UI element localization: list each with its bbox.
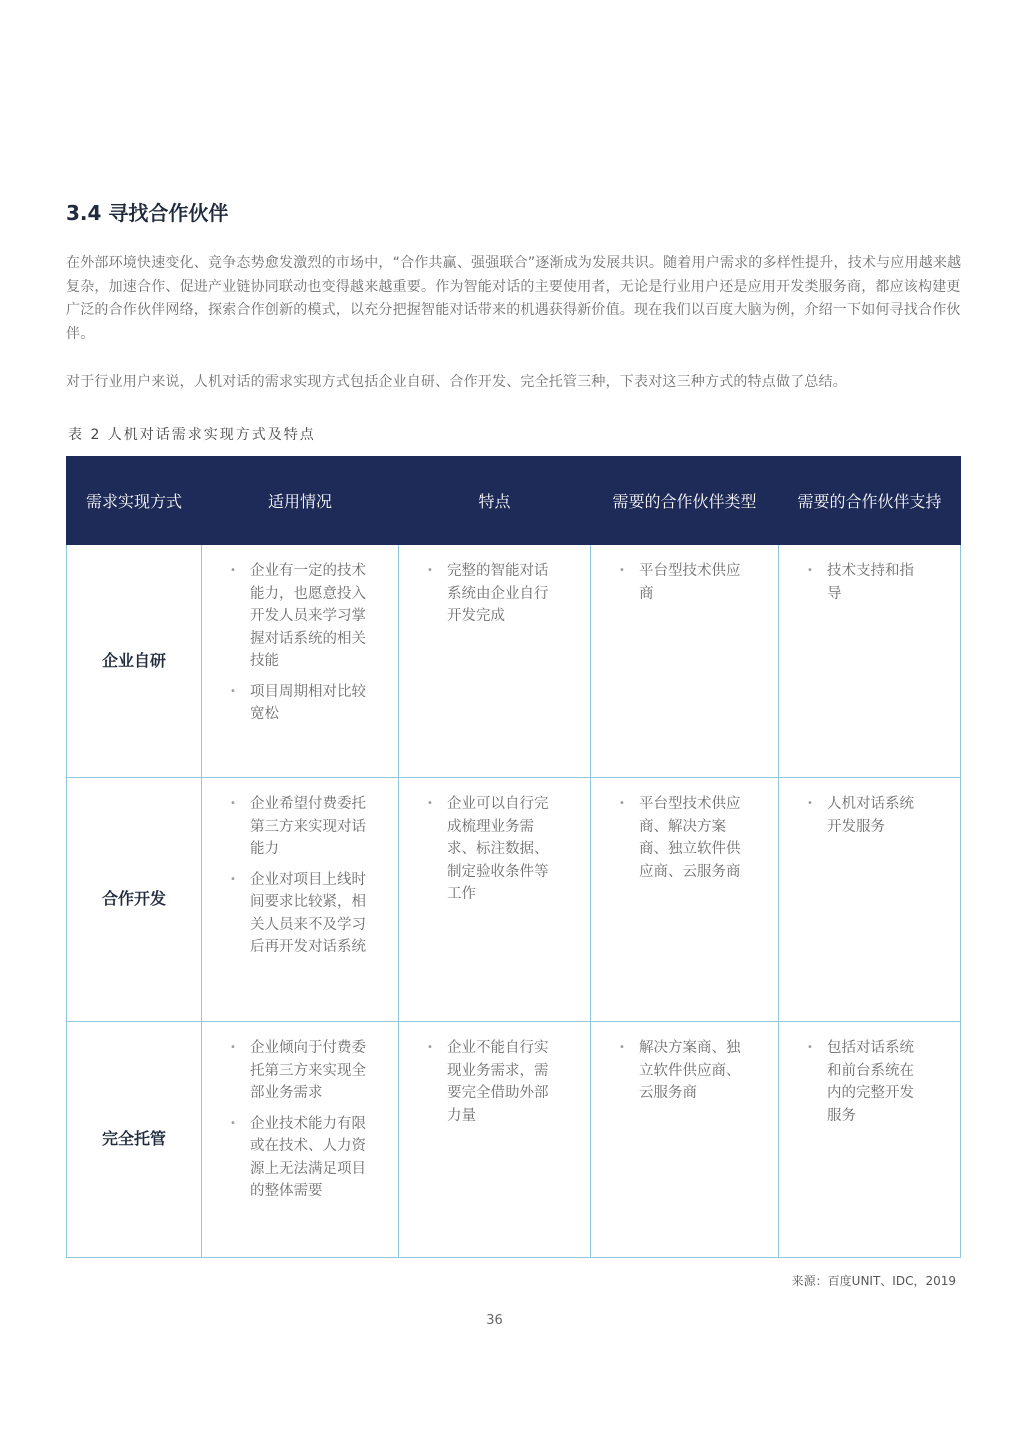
table-row — [67, 778, 961, 1022]
header-partner-support: 需要的合作伙伴支持 — [779, 457, 961, 545]
partner-support-cell — [779, 778, 961, 1022]
list-item: • 企业不能自行实现业务需求，需要完全借助外部力量 — [407, 1037, 582, 1127]
table-row — [67, 545, 961, 778]
applicability-cell — [202, 778, 399, 1022]
row-label: 合作开发 — [67, 778, 202, 1022]
section-title: 3.4 寻找合作伙伴 — [66, 201, 229, 225]
page-number: 36 — [486, 1313, 503, 1328]
partner-type-cell — [591, 545, 779, 778]
list-item: • 企业倾向于付费委托第三方来实现全部业务需求 — [210, 1037, 390, 1105]
comparison-table — [66, 456, 960, 1258]
list-item: • 人机对话系统开发服务 — [787, 793, 952, 838]
header-method: 需求实现方式 — [67, 457, 202, 545]
applicability-cell — [202, 1022, 399, 1258]
header-features: 特点 — [399, 457, 591, 545]
table-header-row — [67, 457, 961, 545]
table-intro-paragraph: 对于行业用户来说，人机对话的需求实现方式包括企业自研、合作开发、完全托管三种，下表对这三种方式的特点做了总结。 — [66, 374, 847, 390]
partner-type-cell — [591, 1022, 779, 1258]
table-row — [67, 1022, 961, 1258]
row-label: 企业自研 — [67, 545, 202, 778]
table-caption: 表 2 人机对话需求实现方式及特点 — [68, 427, 316, 443]
features-cell — [399, 778, 591, 1022]
list-item: • 项目周期相对比较宽松 — [210, 681, 390, 726]
header-partner-type: 需要的合作伙伴类型 — [591, 457, 779, 545]
features-cell — [399, 1022, 591, 1258]
source-note: 来源：百度UNIT、IDC，2019 — [791, 1274, 956, 1288]
list-item: • 平台型技术供应商 — [599, 560, 770, 605]
header-applicability: 适用情况 — [202, 457, 399, 545]
list-item: • 企业技术能力有限或在技术、人力资源上无法满足项目的整体需要 — [210, 1113, 390, 1203]
list-item: • 平台型技术供应商、解决方案商、独立软件供应商、云服务商 — [599, 793, 770, 883]
partner-type-cell — [591, 778, 779, 1022]
row-label: 完全托管 — [67, 1022, 202, 1258]
list-item: • 企业可以自行完成梳理业务需求、标注数据、制定验收条件等工作 — [407, 793, 582, 906]
features-cell — [399, 545, 591, 778]
partner-support-cell — [779, 545, 961, 778]
intro-paragraph: 在外部环境快速变化、竞争态势愈发激烈的市场中，“合作共赢、强强联合”逐渐成为发展共识。随着用户需求的多样性提升，技术与应用越来越复杂，加速合作、促进产业链协同联动也变得越来越重要。作为智能对话的主要使用者，无论是行业用户还是应用开发类服务商，都应该构建更广泛的合作伙伴网络，探索合作创新的模式，以充分把握智能对话带来的机遇获得新价值。现在我们以百度大脑为例，介绍一下如何寻找合作伙伴。 — [66, 255, 962, 342]
list-item: • 包括对话系统和前台系统在内的完整开发服务 — [787, 1037, 952, 1127]
list-item: • 企业对项目上线时间要求比较紧，相关人员来不及学习后再开发对话系统 — [210, 869, 390, 959]
list-item: • 解决方案商、独立软件供应商、云服务商 — [599, 1037, 770, 1105]
applicability-cell — [202, 545, 399, 778]
list-item: • 企业希望付费委托第三方来实现对话能力 — [210, 793, 390, 861]
list-item: • 企业有一定的技术能力，也愿意投入开发人员来学习掌握对话系统的相关技能 — [210, 560, 390, 673]
list-item: • 完整的智能对话系统由企业自行开发完成 — [407, 560, 582, 628]
list-item: • 技术支持和指导 — [787, 560, 952, 605]
partner-support-cell — [779, 1022, 961, 1258]
